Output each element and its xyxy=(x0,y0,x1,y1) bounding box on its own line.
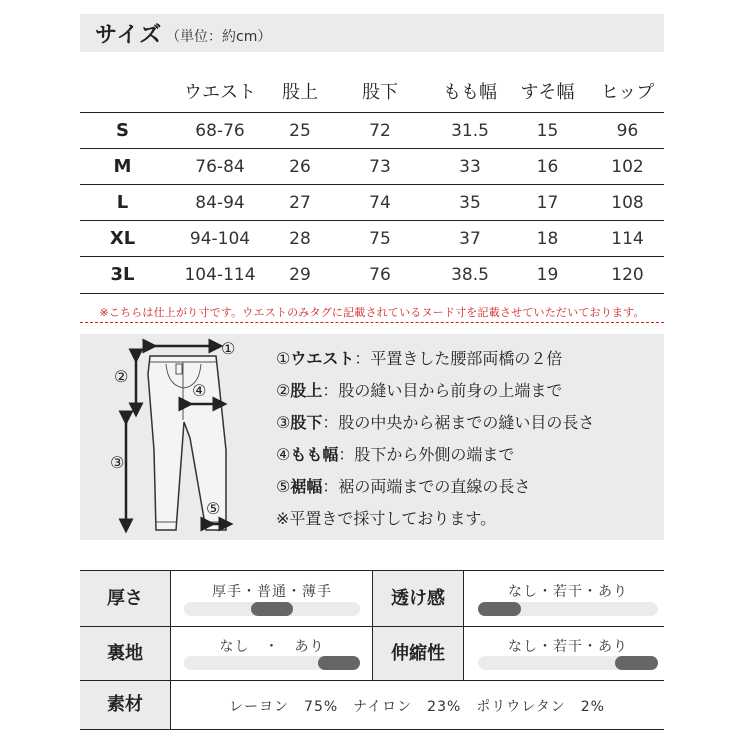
attributes-table xyxy=(80,570,664,730)
table-cell: 37 xyxy=(459,229,481,249)
table-cell: 96 xyxy=(616,121,639,141)
measurement-item xyxy=(276,378,562,401)
measurement-desc: ：平置きした腰部両橋の２倍 xyxy=(354,349,563,368)
table-cell: 28 xyxy=(289,229,311,249)
lining-label: 裏地 xyxy=(80,627,170,680)
sheer-label: 透け感 xyxy=(373,571,463,626)
size-label: S xyxy=(116,120,129,141)
table-cell: 108 xyxy=(611,193,644,213)
table-cell: 29 xyxy=(289,265,311,285)
measurement-key: 股上 xyxy=(290,381,323,400)
marker-1: ① xyxy=(221,339,236,358)
table-cell: 74 xyxy=(369,193,391,213)
table-cell: 31.5 xyxy=(451,121,489,141)
marker-3: ③ xyxy=(110,453,125,472)
size-label: XL xyxy=(109,228,136,249)
measurement-num: ③ xyxy=(276,413,291,432)
table-cell: 104-114 xyxy=(184,265,256,285)
measurement-num: ① xyxy=(276,349,291,368)
thickness-label: 厚さ xyxy=(80,571,170,626)
sheer-indicator xyxy=(478,602,521,616)
page-title: サイズ xyxy=(95,23,163,48)
measurement-num: ② xyxy=(276,381,291,400)
measurement-key: ウエスト xyxy=(290,349,355,368)
col-divider xyxy=(463,571,464,626)
measurement-item xyxy=(276,474,530,497)
table-row xyxy=(80,256,664,294)
size-note: ※こちらは仕上がり寸です。ウエストのみタグに記載されているヌード寸を記載させていただいております。 xyxy=(99,306,645,319)
lining-scale xyxy=(184,656,360,670)
size-label: L xyxy=(116,192,129,213)
lining-options: なし ・ あり xyxy=(219,639,325,655)
measurement-item xyxy=(276,410,594,433)
size-label: 3L xyxy=(110,264,135,285)
measurement-key: もも幅 xyxy=(290,445,339,464)
table-cell: 94-104 xyxy=(189,229,251,249)
stretch-scale xyxy=(478,656,658,670)
col-divider xyxy=(170,627,171,680)
material-label: 素材 xyxy=(80,681,170,729)
material-value: レーヨン 75% ナイロン 23% ポリウレタン 2% xyxy=(229,699,605,715)
measurement-key: 裾幅 xyxy=(290,477,323,496)
thickness-indicator xyxy=(251,602,293,616)
measurement-footnote: ※平置きで採寸しております。 xyxy=(276,509,497,528)
col-header-hip: ヒップ xyxy=(600,82,655,103)
table-cell: 114 xyxy=(611,229,644,249)
table-row xyxy=(80,148,664,185)
measurement-desc: ：股の縫い目から前身の上端まで xyxy=(322,381,563,400)
pants-diagram xyxy=(80,334,270,540)
table-row xyxy=(80,220,664,257)
lining-indicator xyxy=(318,656,360,670)
table-cell: 17 xyxy=(536,193,559,213)
col-divider xyxy=(463,627,464,680)
col-header-waist: ウエスト xyxy=(184,82,256,103)
measurement-desc: ：裾の両端までの直線の長さ xyxy=(322,477,531,496)
table-row xyxy=(80,112,664,149)
marker-5: ⑤ xyxy=(206,499,221,518)
sheer-scale xyxy=(478,602,658,616)
sheer-options: なし・若干・あり xyxy=(508,584,628,600)
thickness-options: 厚手・普通・薄手 xyxy=(212,584,332,600)
table-cell: 26 xyxy=(289,157,311,177)
measurement-num: ④ xyxy=(276,445,291,464)
table-row xyxy=(80,184,664,221)
table-cell: 16 xyxy=(536,157,559,177)
col-header-hem: すそ幅 xyxy=(520,82,575,103)
note-divider xyxy=(80,322,664,323)
marker-4: ④ xyxy=(192,381,207,400)
stretch-options: なし・若干・あり xyxy=(508,639,628,655)
table-cell: 76-84 xyxy=(195,157,245,177)
col-header-thigh: もも幅 xyxy=(443,82,497,103)
table-cell: 27 xyxy=(289,193,311,213)
table-cell: 25 xyxy=(289,121,311,141)
table-cell: 75 xyxy=(369,229,391,249)
unit-label: （単位：約cm） xyxy=(166,29,272,45)
stretch-label: 伸縮性 xyxy=(373,627,463,680)
table-cell: 38.5 xyxy=(451,265,489,285)
col-header-inseam: 股下 xyxy=(362,82,398,103)
table-cell: 84-94 xyxy=(195,193,245,213)
measurement-item xyxy=(276,442,514,465)
table-cell: 15 xyxy=(536,121,559,141)
table-cell: 102 xyxy=(611,157,644,177)
col-divider xyxy=(170,571,171,626)
col-header-rise: 股上 xyxy=(282,82,318,103)
table-cell: 19 xyxy=(536,265,559,285)
measurement-num: ⑤ xyxy=(276,477,291,496)
table-cell: 18 xyxy=(536,229,559,249)
stretch-indicator xyxy=(615,656,658,670)
thickness-scale xyxy=(184,602,360,616)
measurement-desc: ：股の中央から裾までの縫い目の長さ xyxy=(322,413,595,432)
measurement-key: 股下 xyxy=(290,413,323,432)
measurement-item xyxy=(276,346,562,369)
measurement-desc: ：股下から外側の端まで xyxy=(338,445,515,464)
table-cell: 120 xyxy=(611,265,644,285)
table-cell: 72 xyxy=(369,121,391,141)
table-cell: 68-76 xyxy=(195,121,245,141)
measurement-guide xyxy=(80,334,664,540)
table-cell: 76 xyxy=(369,265,391,285)
table-cell: 33 xyxy=(459,157,481,177)
size-label: M xyxy=(113,156,132,177)
row-divider xyxy=(80,729,664,730)
table-cell: 73 xyxy=(369,157,391,177)
marker-2: ② xyxy=(114,367,129,386)
table-cell: 35 xyxy=(459,193,481,213)
